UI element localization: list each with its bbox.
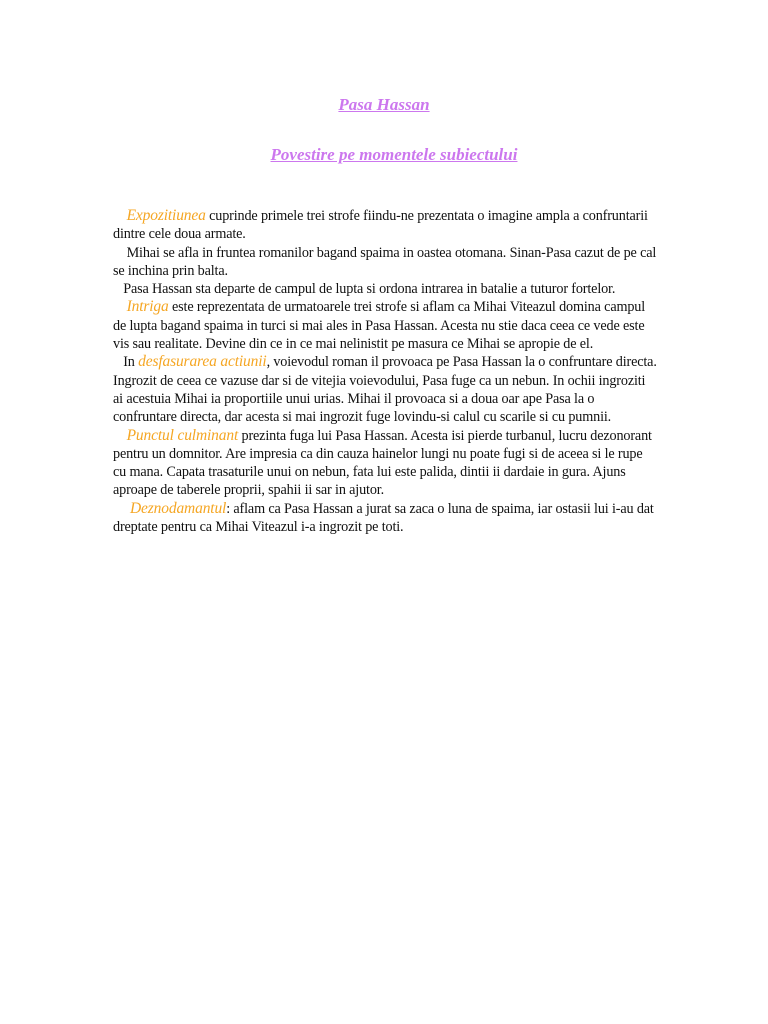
keyword-intriga: Intriga xyxy=(126,298,169,316)
keyword-desfasurarea: desfasurarea actiunii xyxy=(138,353,267,371)
keyword-deznodamantul: Deznodamantul xyxy=(130,499,227,517)
paragraph-mihai: Mihai se afla in fruntea romanilor bagand spaima in oastea otomana. Sinan-Pasa cazut de pe cal se inchina prin balta. xyxy=(113,244,657,279)
paragraph-punctul-culminant: Punctul culminant prezinta fuga lui Pasa Hassan. Acesta isi pierde turbanul, lucru dezonorant pentru un domnitor. Are impresia ca din cauza hainelor lungi nu poate fugi si de aceea si le rupe cu mana. Capata trasaturile unui on nebun, fata lui este palida, dintii ii dardaie in gura. Ajuns aproape de taberele proprii, spahii ii sar in ajutor. xyxy=(113,426,652,499)
keyword-punctul-culminant: Punctul culminant xyxy=(126,426,239,444)
paragraph-intriga: Intriga este reprezentata de urmatoarele trei strofe si aflam ca Mihai Viteazul domina campul de lupta bagand spaima in turci si mai ales in Pasa Hassan. Acesta nu stie daca ceea ce vede este vis sau realitate. Devine din ce in ce mai nelinistit pe masura ce Mihai se apropie de el. xyxy=(113,298,646,353)
keyword-expozitiunea: Expozitiunea xyxy=(126,207,206,224)
paragraph-pasa: Pasa Hassan sta departe de campul de lupta si ordona intrarea in batalie a tuturor fortelor. xyxy=(123,281,616,298)
document-subtitle: Povestire pe momentele subiectului xyxy=(270,145,518,164)
paragraph-desfasurarea: In desfasurarea actiunii, voievodul roman il provoaca pe Pasa Hassan la o confruntare directa. Ingrozit de ceea ce vazuse dar si de vitejia voievodului, Pasa fuge ca un nebun. In ochii ingroziti ai acestuia Mihai ia proportiile unui urias. Mihai il provoaca si a doua oar ape Pasa la o confruntare directa, dar acesta si mai ingrozit fuge lovindu-si calul cu scarile si cu pumnii. xyxy=(113,353,657,426)
document-body xyxy=(113,207,658,536)
paragraph-expozitiunea: Expozitiunea cuprinde primele trei strofe fiindu-ne prezentata o imagine ampla a confruntarii dintre cele doua armate. xyxy=(113,207,648,243)
document-title: Pasa Hassan xyxy=(338,95,430,114)
paragraph-deznodamantul: Deznodamantul: aflam ca Pasa Hassan a jurat sa zaca o luna de spaima, iar ostasii lui i-au dat dreptate pentru ca Mihai Viteazul i-a ingrozit pe toti. xyxy=(113,499,654,536)
